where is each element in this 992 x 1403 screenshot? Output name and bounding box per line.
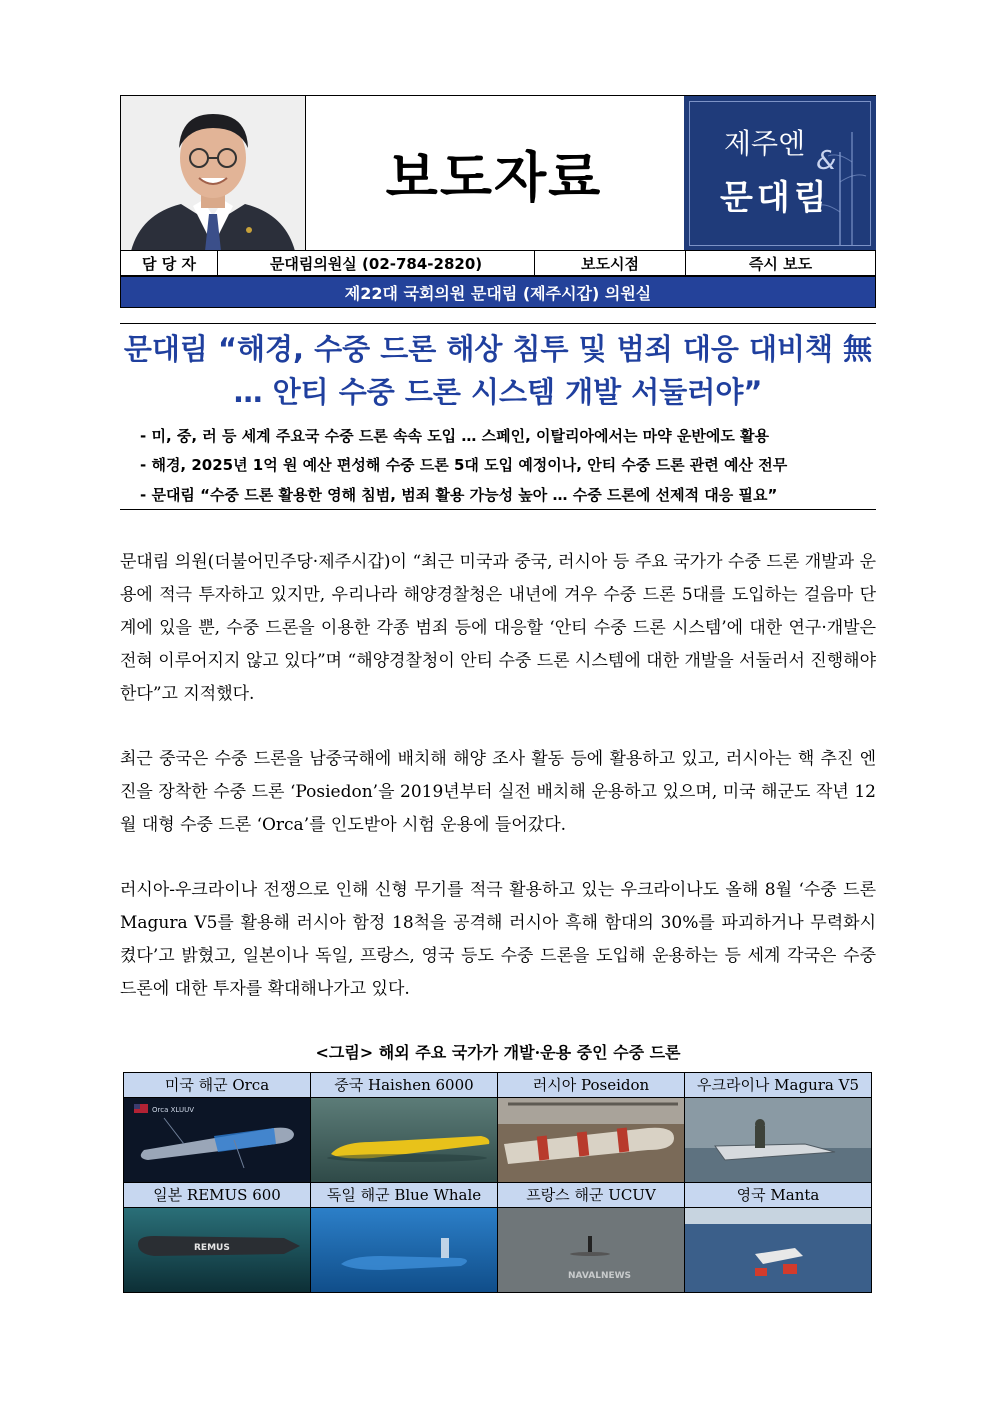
gallery-cell — [685, 1073, 872, 1098]
gallery-label: 중국 Haishen 6000 — [311, 1073, 497, 1097]
gallery-cell — [124, 1183, 311, 1208]
subhead-3: - 문대림 “수중 드론 활용한 영해 침범, 범죄 활용 가능성 높아 … 수중 드론에 선제적 대응 필요” — [140, 486, 778, 504]
body-paragraph-2: 최근 중국은 수중 드론을 남중국해에 배치해 해양 조사 활동 등에 활용하고 있고, 러시아는 핵 추진 엔진을 장착한 수중 드론 ‘Posiedon’을 2019년부터 실전 배치해 운용하고 있으며, 미국 해군도 작년 12월 대형 수중 드론 ‘Orca’를 인도받아 시험 운용에 들어갔다. — [120, 749, 876, 835]
office-banner: 제22대 국회의원 문대림 (제주시갑) 의원실 — [120, 276, 876, 308]
document-title-cell — [305, 96, 683, 251]
body-paragraph-3: 러시아-우크라이나 전쟁으로 인해 신형 무기를 적극 활용하고 있는 우크라이나도 올해 8월 ‘수중 드론 Magura V5를 활용해 러시아 함정 18척을 공격해 러시아 흑해 함대의 30%를 파괴하거나 무력화시켰다’고 밝혔고, 일본이나 독일, 프랑스, 영국 등도 수중 드론을 도입해 운용하는 등 세계 각국은 수중 드론에 대한 투자를 확대해나가고 있다. — [120, 880, 876, 999]
gallery-cell — [498, 1098, 685, 1183]
contact-label: 담 당 자 — [121, 251, 218, 276]
headline-top-rule — [120, 323, 876, 324]
blue-whale-drone-image — [311, 1208, 497, 1292]
gallery-cell — [685, 1183, 872, 1208]
gallery-cell — [124, 1208, 311, 1293]
portrait-image — [121, 96, 305, 251]
gallery-cell — [685, 1098, 872, 1183]
gallery-label: 독일 해군 Blue Whale — [311, 1183, 497, 1207]
navalnews-watermark: NAVALNEWS — [568, 1271, 632, 1281]
logo-ampersand: & — [816, 146, 837, 176]
lawmaker-portrait — [121, 96, 306, 251]
document-title: 보도자료 — [385, 146, 603, 209]
logo-text-jeju: 제주엔 — [724, 127, 806, 160]
logo-text-name: 문대림 — [720, 178, 831, 218]
manta-drone-image — [685, 1208, 871, 1292]
campaign-logo — [684, 96, 876, 251]
body-paragraph-1: 문대림 의원(더불어민주당·제주시갑)이 “최근 미국과 중국, 러시아 등 주요 국가가 수중 드론 개발과 운용에 적극 투자하고 있지만, 우리나라 해양경찰청은 내년에 겨우 수중 드론 5대를 도입하는 걸음마 단계에 있을 뿐, 수중 드론을 이용한 각종 범죄 등에 대응할 ‘안티 수중 드론 시스템’에 대한 연구·개발은 전혀 이루어지지 않고 있다”며 “해양경찰청이 안티 수중 드론 시스템에 대한 개발을 서둘러서 진행해야 한다”고 지적했다. — [120, 552, 876, 704]
gallery-label: 프랑스 해군 UCUV — [498, 1183, 684, 1207]
gallery-label: 일본 REMUS 600 — [124, 1183, 310, 1207]
logo-frame — [689, 101, 871, 246]
gallery-cell — [685, 1208, 872, 1293]
haishen-drone-image — [311, 1098, 497, 1182]
gallery-cell — [124, 1073, 311, 1098]
gallery-cell — [498, 1073, 685, 1098]
remus-image-label: REMUS — [194, 1243, 230, 1253]
press-release-header — [120, 95, 876, 251]
subhead-1: - 미, 중, 러 등 세계 주요국 수중 드론 속속 도입 … 스페인, 이탈리아에서는 마약 운반에도 활용 — [140, 427, 770, 445]
gallery-cell — [124, 1098, 311, 1183]
release-info-table — [120, 250, 876, 276]
magura-drone-image — [685, 1098, 871, 1182]
contact-value: 문대림의원실 (02-784-2820) — [218, 251, 535, 276]
gallery-cell — [498, 1183, 685, 1208]
headline-bottom-rule — [120, 509, 876, 510]
orca-drone-image — [124, 1098, 310, 1182]
gallery-cell — [311, 1098, 498, 1183]
gallery-cell — [311, 1183, 498, 1208]
gallery-label: 우크라이나 Magura V5 — [685, 1073, 871, 1097]
figure-caption: <그림> 해외 주요 국가가 개발·운용 중인 수중 드론 — [315, 1043, 681, 1062]
ucuv-drone-image — [498, 1208, 684, 1292]
release-time-label: 보도시점 — [535, 251, 686, 276]
headline-line-2: … 안티 수중 드론 시스템 개발 서둘러야” — [233, 375, 763, 409]
gallery-cell — [311, 1073, 498, 1098]
headline-line-1: 문대림 “해경, 수중 드론 해상 침투 및 범죄 대응 대비책 無 — [123, 332, 873, 366]
gallery-cell — [498, 1208, 685, 1293]
gallery-cell — [311, 1208, 498, 1293]
poseidon-drone-image — [498, 1098, 684, 1182]
gallery-label: 영국 Manta — [685, 1183, 871, 1207]
drone-gallery — [123, 1072, 872, 1293]
release-time-value: 즉시 보도 — [686, 251, 876, 276]
orca-image-label: Orca XLUUV — [152, 1106, 194, 1114]
gallery-label: 미국 해군 Orca — [124, 1073, 310, 1097]
subhead-2: - 해경, 2025년 1억 원 예산 편성해 수중 드론 5대 도입 예정이나, 안티 수중 드론 관련 예산 전무 — [140, 456, 788, 474]
remus-drone-image — [124, 1208, 310, 1292]
gallery-label: 러시아 Poseidon — [498, 1073, 684, 1097]
